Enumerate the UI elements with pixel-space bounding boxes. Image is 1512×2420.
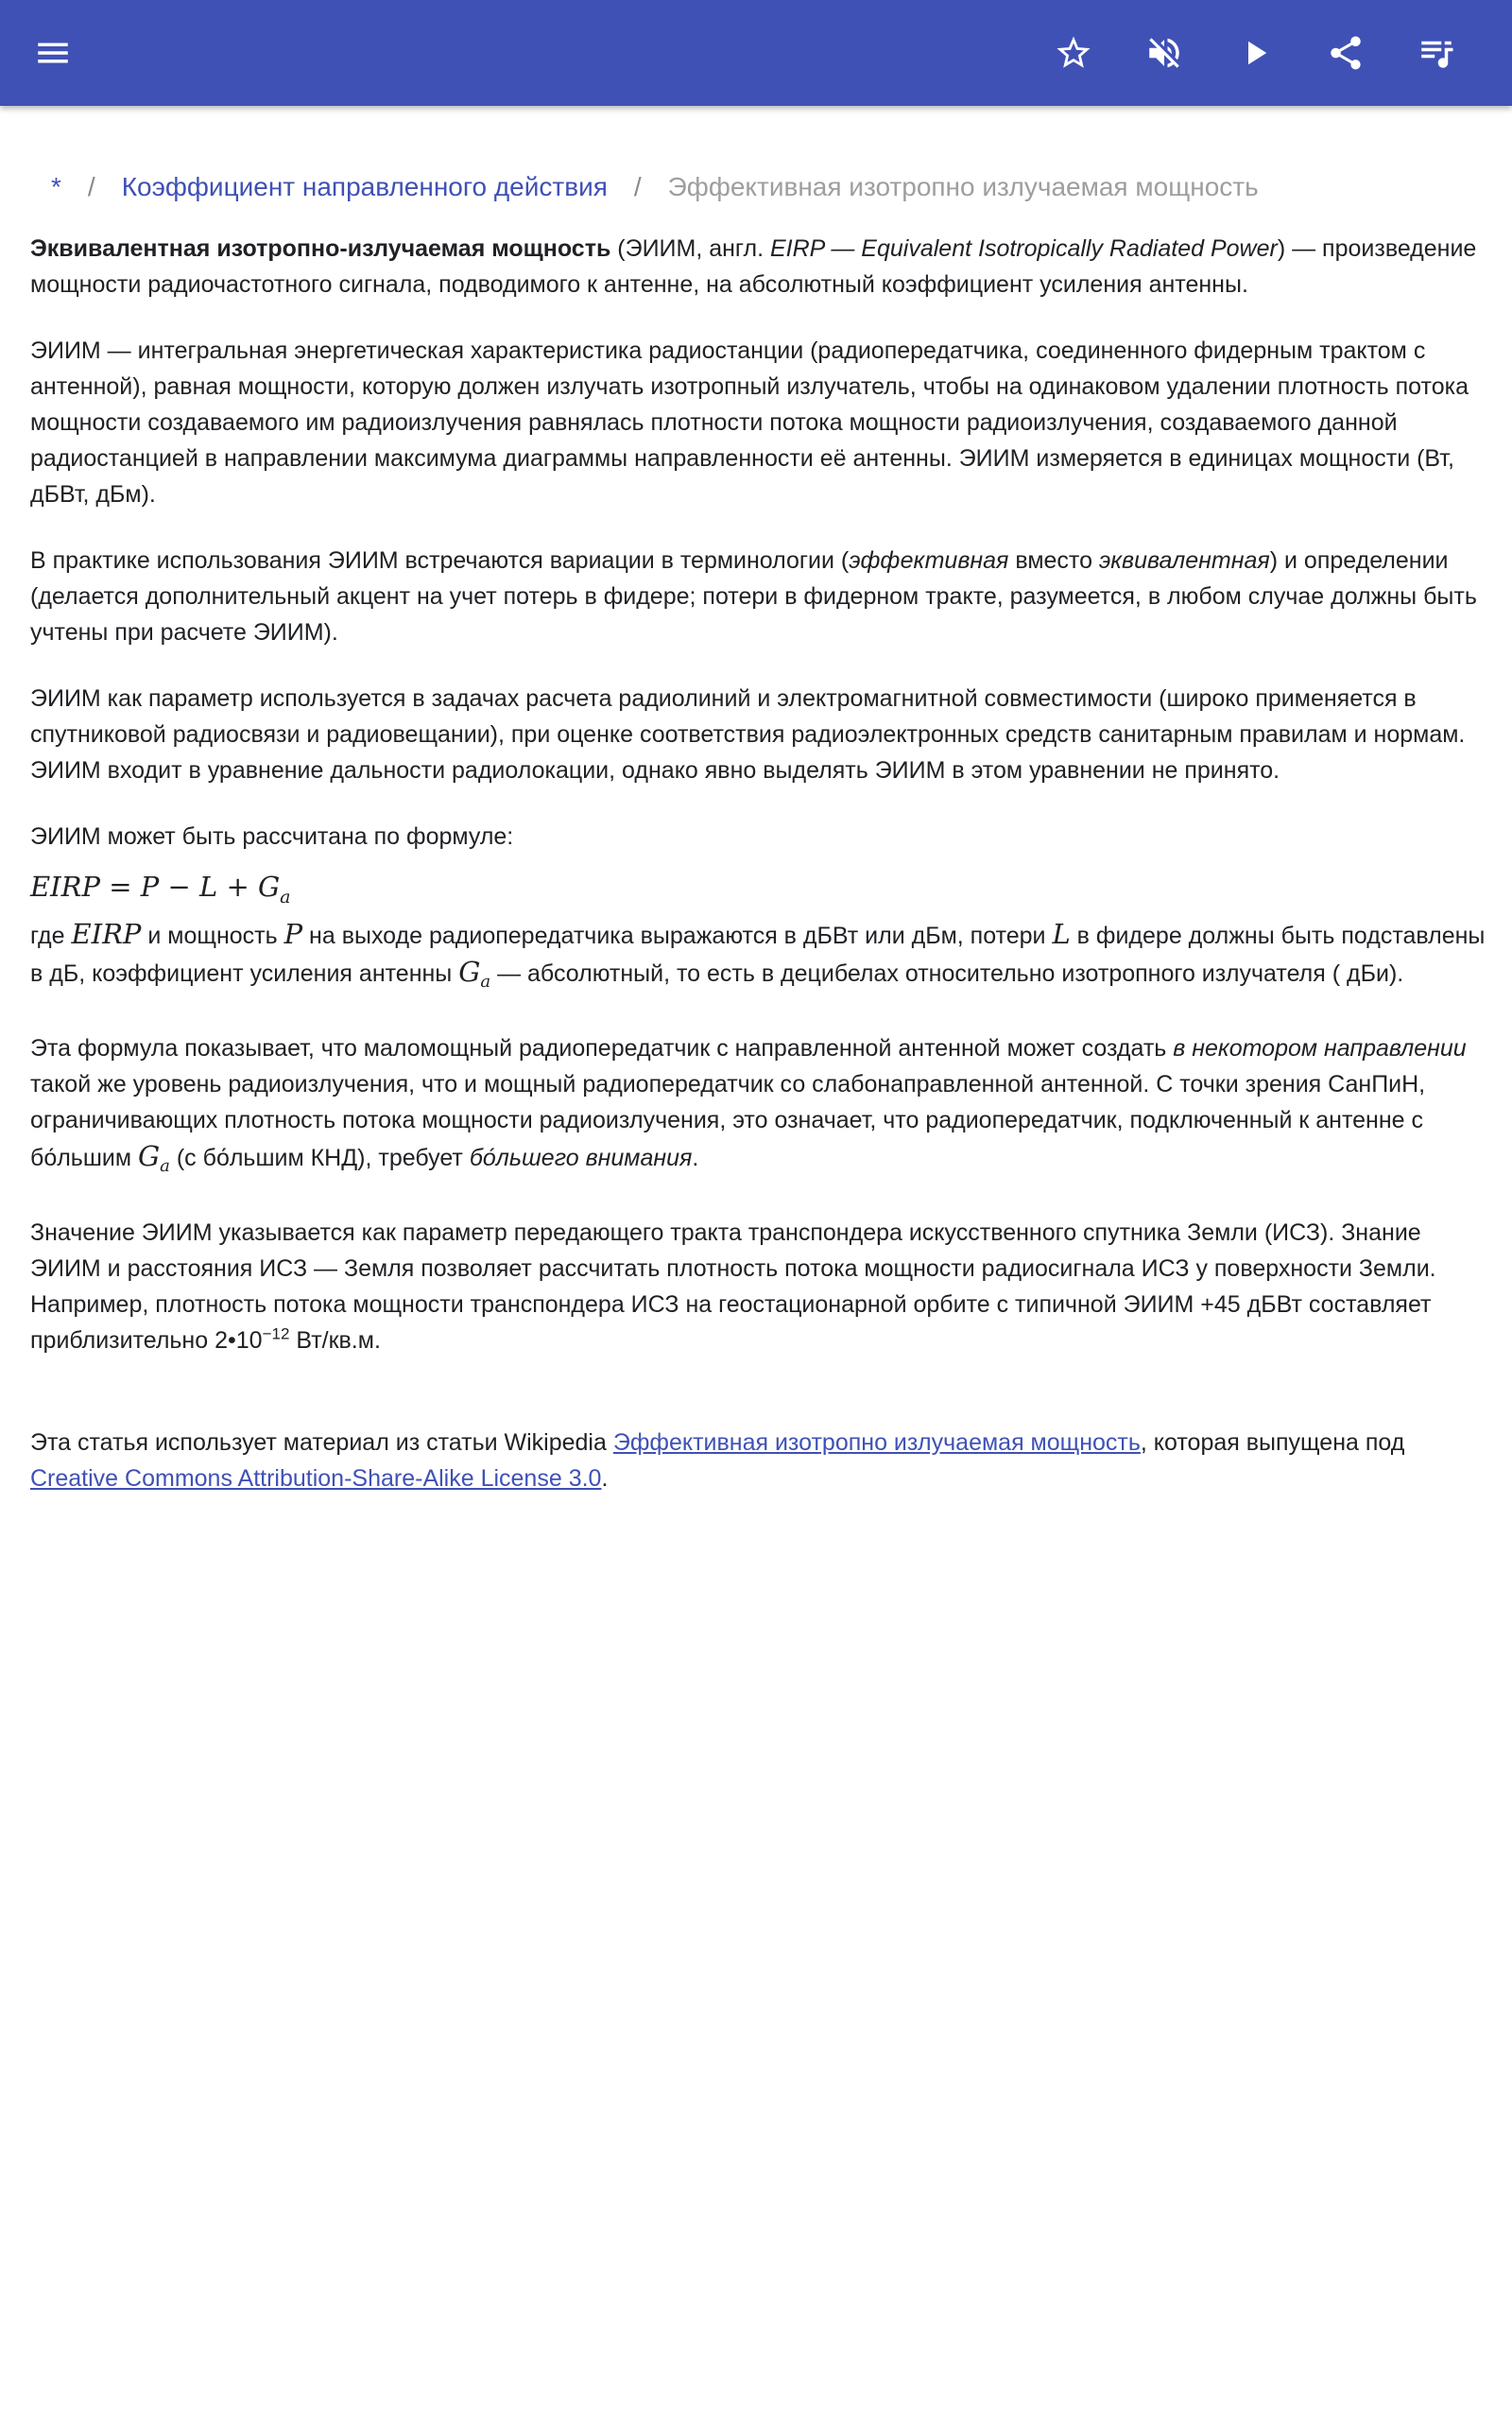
text: Значение ЭИИМ указывается как параметр передающего тракта транспондера искусственного спутника Земли (ИСЗ). Знание ЭИИМ и расстояния ИСЗ — Земля позволяет рассчитать плотность потока мощности радиосигнала ИСЗ у поверхности Земли. Например, плотность потока мощности транспондера ИСЗ на геостационарной орбите с типичной ЭИИМ +45 дБВт составляет приблизительно 2•10 [30,1219,1436,1354]
breadcrumb-separator: / [87,172,95,201]
superscript: −12 [262,1324,290,1343]
math-symbol: G [138,1139,161,1172]
formula-rhs: = P − L + G [99,871,281,903]
paragraph-terminology [30,543,1486,650]
app-bar [0,0,1512,106]
text: . [692,1144,699,1171]
text: — абсолютный, то есть в децибелах относительно изотропного излучателя ( дБи). [490,959,1404,987]
breadcrumb [30,168,1486,206]
paragraph-intro [30,231,1486,302]
paragraph-usage: ЭИИМ как параметр используется в задачах расчета радиолиний и электромагнитной совместимости (широко применяется в спутниковой радиосвязи и радиовещании), при оценке соответствия радиоэлектронных средств санитарным правилам и нормам. ЭИИМ входит в уравнение дальности радиолокации, однако явно выделять ЭИИМ в этом уравнении не принято. [30,685,1466,784]
text: в фидере должны быть подставлены в дБ, коэффициент усиления антенны [30,922,1486,987]
formula [30,868,1486,916]
text: ) — произведение мощности радиочастотного сигнала, подводимого к антенне, на абсолютный коэффициент усиления антенны. [30,235,1477,298]
math-symbol: L [1052,917,1071,950]
text: , которая выпущена под [1140,1428,1405,1456]
math-symbol: G [458,955,481,988]
paragraph-formula-explain [30,916,1486,1000]
math-subscript: a [160,1155,170,1176]
math-symbol: EIRP [71,917,142,950]
play-icon[interactable] [1228,26,1281,79]
paragraph-satellite [30,1215,1486,1358]
breadcrumb-current: Эффективная изотропно излучаемая мощность [667,172,1259,201]
term-bold: Эквивалентная изотропно-излучаемая мощность [30,235,611,262]
text: (с бо́льшим КНД), требует [169,1144,470,1171]
formula-subscript: a [280,886,291,908]
text: где [30,922,72,949]
text-italic: в некотором направлении [1173,1034,1467,1062]
text: на выходе радиопередатчика выражаются в дБВт или дБм, потери [302,922,1053,949]
text-italic: бо́льшего внимания [469,1144,693,1171]
license-link[interactable]: Creative Commons Attribution-Share-Alike License 3.0 [30,1464,602,1492]
star-icon[interactable] [1047,26,1100,79]
mute-icon[interactable] [1138,26,1191,79]
text: Эта формула показывает, что маломощный радиопередатчик с направленной антенной может создать [30,1034,1174,1062]
breadcrumb-home[interactable]: * [51,172,61,201]
formula-lhs: EIRP [30,871,100,903]
text: В практике использования ЭИИМ встречаются вариации в терминологии ( [30,547,850,574]
text: Вт/кв.м. [289,1326,381,1354]
breadcrumb-separator: / [633,172,642,201]
math-subscript: a [480,971,491,992]
article-content [30,106,1486,1527]
license-note [30,1425,1486,1496]
text: Эта статья использует материал из статьи Wikipedia [30,1428,613,1456]
text: и мощность [141,922,284,949]
text-italic: эффективная [849,547,1009,574]
text: такой же уровень радиоизлучения, что и мощный радиопередатчик со слабонаправленной антенной. С точки зрения СанПиН, ограничивающих плотность потока мощности радиоизлучения, это означает, что радиопередатчик, подключенный к антенне с бо́льшим [30,1070,1426,1171]
paragraph-definition: ЭИИМ — интегральная энергетическая характеристика радиостанции (радиопередатчика, соединенного фидерным трактом с антенной), равная мощности, которую должен излучать изотропный излучатель, чтобы на одинаковом удалении плотность потока мощности создаваемого им радиоизлучения равнялась плотности потока мощности радиоизлучения, создаваемого данной радиостанцией в направлении максимума диаграммы направленности её антенны. ЭИИМ измеряется в единицах мощности (Вт, дБВт, дБм). [30,337,1469,508]
text: ) и определении (делается дополнительный акцент на учет потерь в фидере; потери в фидерном тракте, разумеется, в любом случае должны быть учтены при расчете ЭИИМ). [30,547,1477,646]
menu-icon[interactable] [26,26,79,79]
paragraph-sanpin [30,1030,1486,1184]
math-symbol: P [284,917,303,950]
text: вместо [1008,547,1099,574]
breadcrumb-parent[interactable]: Коэффициент направленного действия [121,172,608,201]
term-english: EIRP — Equivalent Isotropically Radiated Power [769,235,1278,262]
text: . [601,1464,609,1492]
playlist-icon[interactable] [1410,26,1463,79]
text: (ЭИИМ, англ. [610,235,770,262]
text-italic: эквивалентная [1098,547,1270,574]
paragraph-formula-intro: ЭИИМ может быть рассчитана по формуле: [30,823,514,850]
share-icon[interactable] [1319,26,1372,79]
wikipedia-source-link[interactable]: Эффективная изотропно излучаемая мощность [612,1428,1141,1456]
